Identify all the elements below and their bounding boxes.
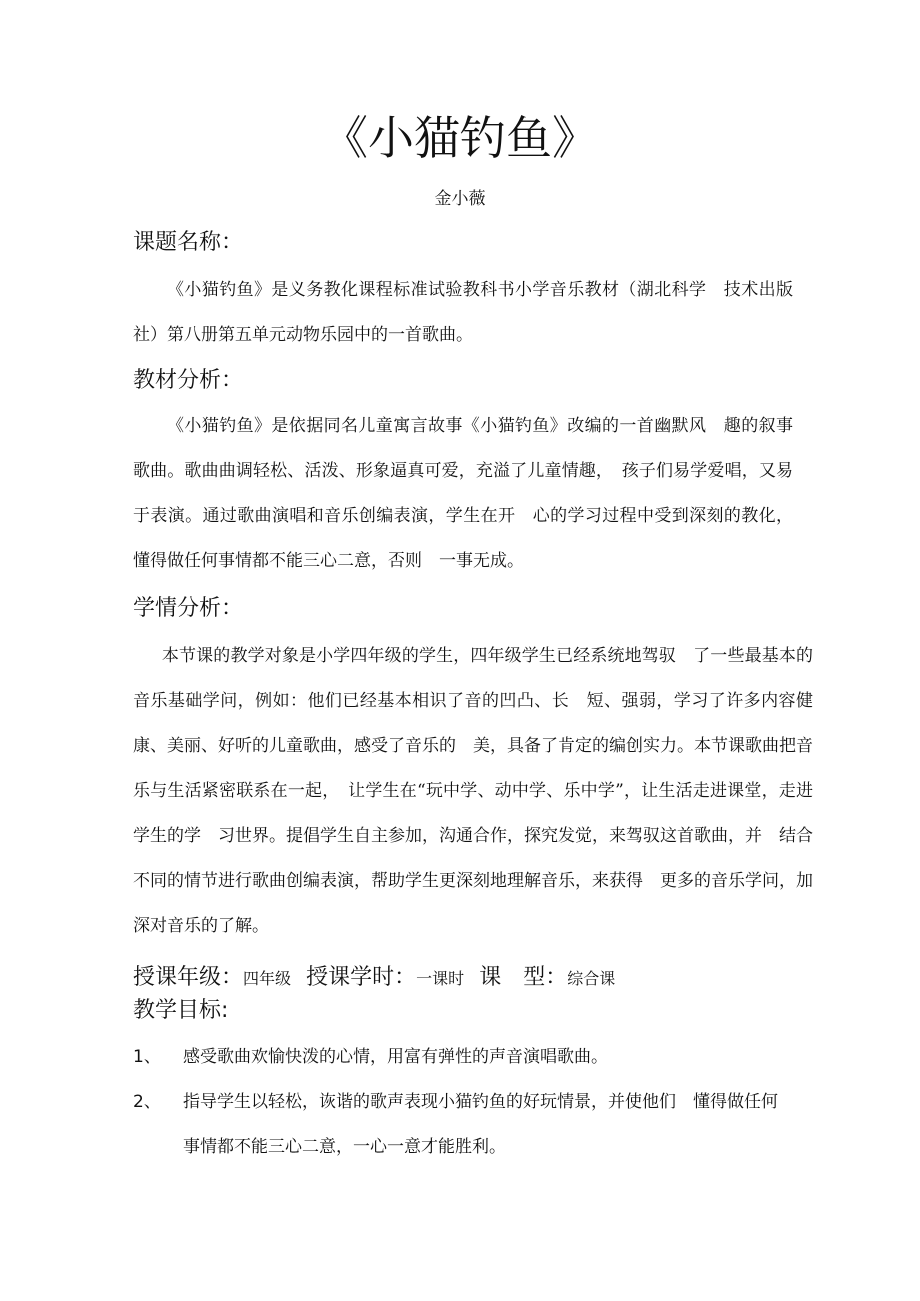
hours-value: 一课时	[416, 969, 465, 988]
learner-analysis-paragraph: 本节课的教学对象是小学四年级的学生，四年级学生已经系统地驾驭 了一些最基本的音乐基础学问，例如：他们已经基本相识了音的凹凸、长 短、强弱，学习了许多内容健康、美丽、好听的儿童歌曲，感受了音乐的 美，具备了肯定的编创实力。本节课歌曲把音乐与生活紧密联系在一起， 让学生在“玩中学、动中学、乐中学”，让生活走进课堂，走进学生的学 习世界。提倡学生自主参加，沟通合作，探究发觉，来驾驭这首歌曲，并 结合不同的情节进行歌曲创编表演，帮助学生更深刻地理解音乐，来获得 更多的音乐学问，加深对音乐的了解。	[133, 646, 813, 936]
objective-text: 指导学生以轻松，诙谐的歌声表现小猫钓鱼的好玩情景，并使他们 懂得做任何事情都不能三心二意，一心一意才能胜利。	[183, 1092, 778, 1157]
grade-value: 四年级	[243, 969, 292, 988]
learner-analysis-heading: 学情分析：	[133, 596, 244, 621]
material-analysis-paragraph: 《小猫钓鱼》是依据同名儿童寓言故事《小猫钓鱼》改编的一首幽默风 趣的叙事歌曲。歌曲曲调轻松、活泼、形象逼真可爱，充溢了儿童情趣， 孩子们易学爱唱，又易于表演。通过歌曲演唱和音乐创编表演，学生在开 心的学习过程中受到深刻的教化，懂得做任何事情都不能三心二意，否则 一事无成。	[133, 416, 793, 571]
objective-number: 2、	[133, 1092, 161, 1112]
hours-label: 授课学时：	[306, 965, 417, 990]
topic-paragraph: 《小猫钓鱼》是义务教化课程标准试验教科书小学音乐教材（湖北科学 技术出版社）第八册第五单元动物乐园中的一首歌曲。	[133, 280, 793, 345]
material-analysis-heading: 教材分析：	[133, 368, 244, 393]
author-name: 金小薇	[434, 189, 486, 209]
type-label: 课 型：	[479, 965, 568, 990]
document-title: 《小猫钓鱼》	[322, 111, 598, 165]
objectives-list	[133, 1035, 813, 1170]
objectives-heading: 教学目标:	[133, 998, 229, 1023]
objective-text: 感受歌曲欢愉快泼的心情，用富有弹性的声音演唱歌曲。	[183, 1047, 608, 1067]
objective-number: 1、	[133, 1047, 161, 1067]
topic-heading: 课题名称：	[133, 230, 244, 255]
objective-item	[133, 1035, 813, 1080]
course-meta-row	[133, 962, 625, 995]
grade-label: 授课年级：	[133, 965, 244, 990]
type-value: 综合课	[567, 969, 616, 988]
objective-item	[133, 1080, 813, 1170]
